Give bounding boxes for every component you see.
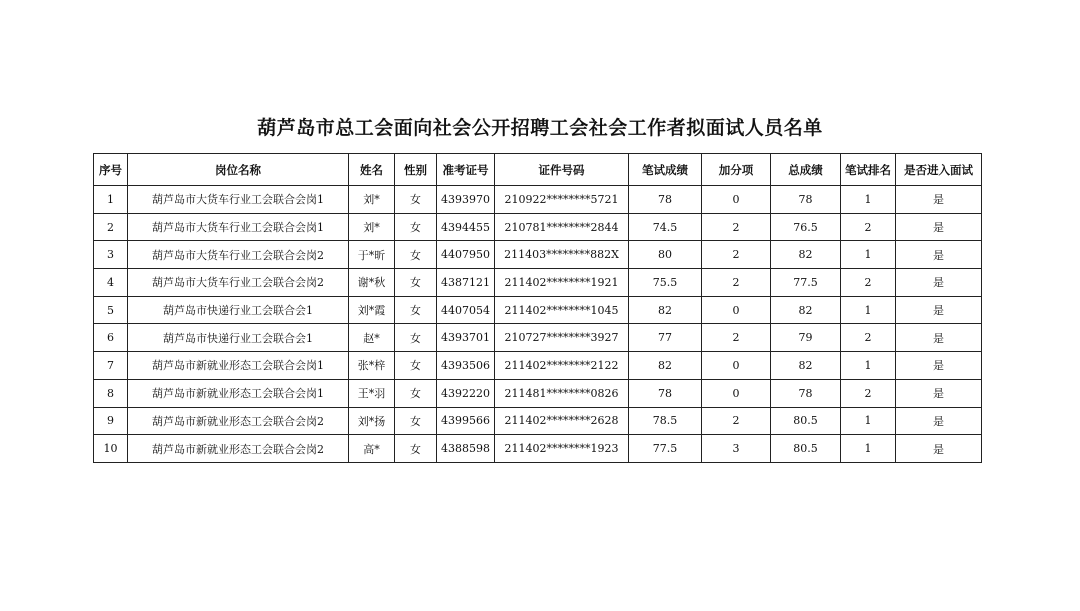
cell-rank: 1 bbox=[841, 186, 896, 214]
cell-bonus: 0 bbox=[702, 379, 771, 407]
cell-exam-number: 4394455 bbox=[437, 213, 495, 241]
header-written-score: 笔试成绩 bbox=[629, 154, 702, 186]
cell-interview: 是 bbox=[896, 213, 982, 241]
cell-id-number: 211481********0826 bbox=[495, 379, 629, 407]
cell-gender: 女 bbox=[395, 213, 437, 241]
cell-bonus: 2 bbox=[702, 241, 771, 269]
cell-id-number: 210781********2844 bbox=[495, 213, 629, 241]
cell-index: 9 bbox=[94, 407, 128, 435]
header-id-number: 证件号码 bbox=[495, 154, 629, 186]
table-row bbox=[94, 352, 982, 380]
cell-position: 葫芦岛市大货车行业工会联合会岗2 bbox=[128, 269, 349, 297]
cell-name: 王*羽 bbox=[349, 379, 395, 407]
cell-total-score: 82 bbox=[771, 296, 841, 324]
header-exam-number: 准考证号 bbox=[437, 154, 495, 186]
cell-written-score: 77 bbox=[629, 324, 702, 352]
table-row bbox=[94, 186, 982, 214]
table-row bbox=[94, 296, 982, 324]
cell-exam-number: 4407054 bbox=[437, 296, 495, 324]
cell-total-score: 79 bbox=[771, 324, 841, 352]
cell-written-score: 74.5 bbox=[629, 213, 702, 241]
header-interview: 是否进入面试 bbox=[896, 154, 982, 186]
cell-interview: 是 bbox=[896, 296, 982, 324]
cell-index: 6 bbox=[94, 324, 128, 352]
cell-interview: 是 bbox=[896, 324, 982, 352]
cell-total-score: 80.5 bbox=[771, 407, 841, 435]
cell-total-score: 82 bbox=[771, 241, 841, 269]
cell-id-number: 210727********3927 bbox=[495, 324, 629, 352]
table-row bbox=[94, 269, 982, 297]
header-total-score: 总成绩 bbox=[771, 154, 841, 186]
cell-total-score: 82 bbox=[771, 352, 841, 380]
cell-bonus: 0 bbox=[702, 296, 771, 324]
table-row bbox=[94, 435, 982, 463]
header-gender: 性别 bbox=[395, 154, 437, 186]
cell-name: 张*梓 bbox=[349, 352, 395, 380]
cell-index: 5 bbox=[94, 296, 128, 324]
cell-gender: 女 bbox=[395, 186, 437, 214]
cell-index: 4 bbox=[94, 269, 128, 297]
cell-index: 8 bbox=[94, 379, 128, 407]
cell-bonus: 0 bbox=[702, 186, 771, 214]
cell-rank: 1 bbox=[841, 296, 896, 324]
cell-position: 葫芦岛市大货车行业工会联合会岗1 bbox=[128, 213, 349, 241]
cell-position: 葫芦岛市大货车行业工会联合会岗1 bbox=[128, 186, 349, 214]
cell-interview: 是 bbox=[896, 269, 982, 297]
cell-index: 2 bbox=[94, 213, 128, 241]
cell-interview: 是 bbox=[896, 352, 982, 380]
cell-interview: 是 bbox=[896, 186, 982, 214]
cell-rank: 2 bbox=[841, 213, 896, 241]
table-body bbox=[94, 186, 982, 463]
cell-position: 葫芦岛市新就业形态工会联合会岗2 bbox=[128, 407, 349, 435]
cell-name: 谢*秋 bbox=[349, 269, 395, 297]
cell-name: 刘*霞 bbox=[349, 296, 395, 324]
document-title: 葫芦岛市总工会面向社会公开招聘工会社会工作者拟面试人员名单 bbox=[257, 117, 823, 139]
table-row bbox=[94, 213, 982, 241]
cell-interview: 是 bbox=[896, 407, 982, 435]
cell-id-number: 211402********1921 bbox=[495, 269, 629, 297]
cell-id-number: 210922********5721 bbox=[495, 186, 629, 214]
table-row bbox=[94, 407, 982, 435]
cell-bonus: 2 bbox=[702, 407, 771, 435]
cell-exam-number: 4399566 bbox=[437, 407, 495, 435]
cell-bonus: 0 bbox=[702, 352, 771, 380]
cell-index: 10 bbox=[94, 435, 128, 463]
cell-rank: 1 bbox=[841, 435, 896, 463]
cell-name: 刘*扬 bbox=[349, 407, 395, 435]
cell-gender: 女 bbox=[395, 435, 437, 463]
cell-written-score: 78 bbox=[629, 186, 702, 214]
table-header-row bbox=[94, 154, 982, 186]
cell-id-number: 211402********2628 bbox=[495, 407, 629, 435]
cell-rank: 2 bbox=[841, 379, 896, 407]
table-row bbox=[94, 324, 982, 352]
cell-rank: 2 bbox=[841, 324, 896, 352]
cell-exam-number: 4407950 bbox=[437, 241, 495, 269]
cell-interview: 是 bbox=[896, 435, 982, 463]
header-bonus: 加分项 bbox=[702, 154, 771, 186]
cell-total-score: 76.5 bbox=[771, 213, 841, 241]
candidate-table bbox=[93, 153, 982, 463]
cell-name: 刘* bbox=[349, 186, 395, 214]
cell-rank: 1 bbox=[841, 352, 896, 380]
cell-written-score: 82 bbox=[629, 296, 702, 324]
cell-written-score: 82 bbox=[629, 352, 702, 380]
cell-interview: 是 bbox=[896, 241, 982, 269]
cell-exam-number: 4393970 bbox=[437, 186, 495, 214]
cell-bonus: 2 bbox=[702, 324, 771, 352]
cell-bonus: 2 bbox=[702, 269, 771, 297]
header-rank: 笔试排名 bbox=[841, 154, 896, 186]
cell-id-number: 211402********1045 bbox=[495, 296, 629, 324]
cell-position: 葫芦岛市新就业形态工会联合会岗2 bbox=[128, 435, 349, 463]
cell-position: 葫芦岛市新就业形态工会联合会岗1 bbox=[128, 352, 349, 380]
cell-total-score: 78 bbox=[771, 186, 841, 214]
cell-index: 3 bbox=[94, 241, 128, 269]
cell-gender: 女 bbox=[395, 352, 437, 380]
cell-total-score: 78 bbox=[771, 379, 841, 407]
cell-interview: 是 bbox=[896, 379, 982, 407]
cell-exam-number: 4393701 bbox=[437, 324, 495, 352]
cell-rank: 2 bbox=[841, 269, 896, 297]
cell-exam-number: 4387121 bbox=[437, 269, 495, 297]
cell-written-score: 78.5 bbox=[629, 407, 702, 435]
cell-written-score: 77.5 bbox=[629, 435, 702, 463]
cell-total-score: 77.5 bbox=[771, 269, 841, 297]
table-row bbox=[94, 241, 982, 269]
cell-id-number: 211403********882X bbox=[495, 241, 629, 269]
cell-written-score: 78 bbox=[629, 379, 702, 407]
cell-position: 葫芦岛市快递行业工会联合会1 bbox=[128, 324, 349, 352]
header-position: 岗位名称 bbox=[128, 154, 349, 186]
cell-gender: 女 bbox=[395, 296, 437, 324]
cell-name: 赵* bbox=[349, 324, 395, 352]
table-row bbox=[94, 379, 982, 407]
cell-written-score: 80 bbox=[629, 241, 702, 269]
cell-name: 于*昕 bbox=[349, 241, 395, 269]
cell-gender: 女 bbox=[395, 241, 437, 269]
cell-bonus: 3 bbox=[702, 435, 771, 463]
cell-index: 1 bbox=[94, 186, 128, 214]
cell-name: 高* bbox=[349, 435, 395, 463]
cell-written-score: 75.5 bbox=[629, 269, 702, 297]
cell-id-number: 211402********2122 bbox=[495, 352, 629, 380]
cell-gender: 女 bbox=[395, 269, 437, 297]
cell-gender: 女 bbox=[395, 379, 437, 407]
cell-rank: 1 bbox=[841, 241, 896, 269]
cell-exam-number: 4388598 bbox=[437, 435, 495, 463]
cell-name: 刘* bbox=[349, 213, 395, 241]
header-index: 序号 bbox=[94, 154, 128, 186]
header-name: 姓名 bbox=[349, 154, 395, 186]
cell-id-number: 211402********1923 bbox=[495, 435, 629, 463]
cell-position: 葫芦岛市新就业形态工会联合会岗1 bbox=[128, 379, 349, 407]
cell-rank: 1 bbox=[841, 407, 896, 435]
cell-exam-number: 4393506 bbox=[437, 352, 495, 380]
cell-position: 葫芦岛市快递行业工会联合会1 bbox=[128, 296, 349, 324]
cell-bonus: 2 bbox=[702, 213, 771, 241]
cell-gender: 女 bbox=[395, 407, 437, 435]
cell-total-score: 80.5 bbox=[771, 435, 841, 463]
cell-index: 7 bbox=[94, 352, 128, 380]
cell-exam-number: 4392220 bbox=[437, 379, 495, 407]
cell-position: 葫芦岛市大货车行业工会联合会岗2 bbox=[128, 241, 349, 269]
cell-gender: 女 bbox=[395, 324, 437, 352]
